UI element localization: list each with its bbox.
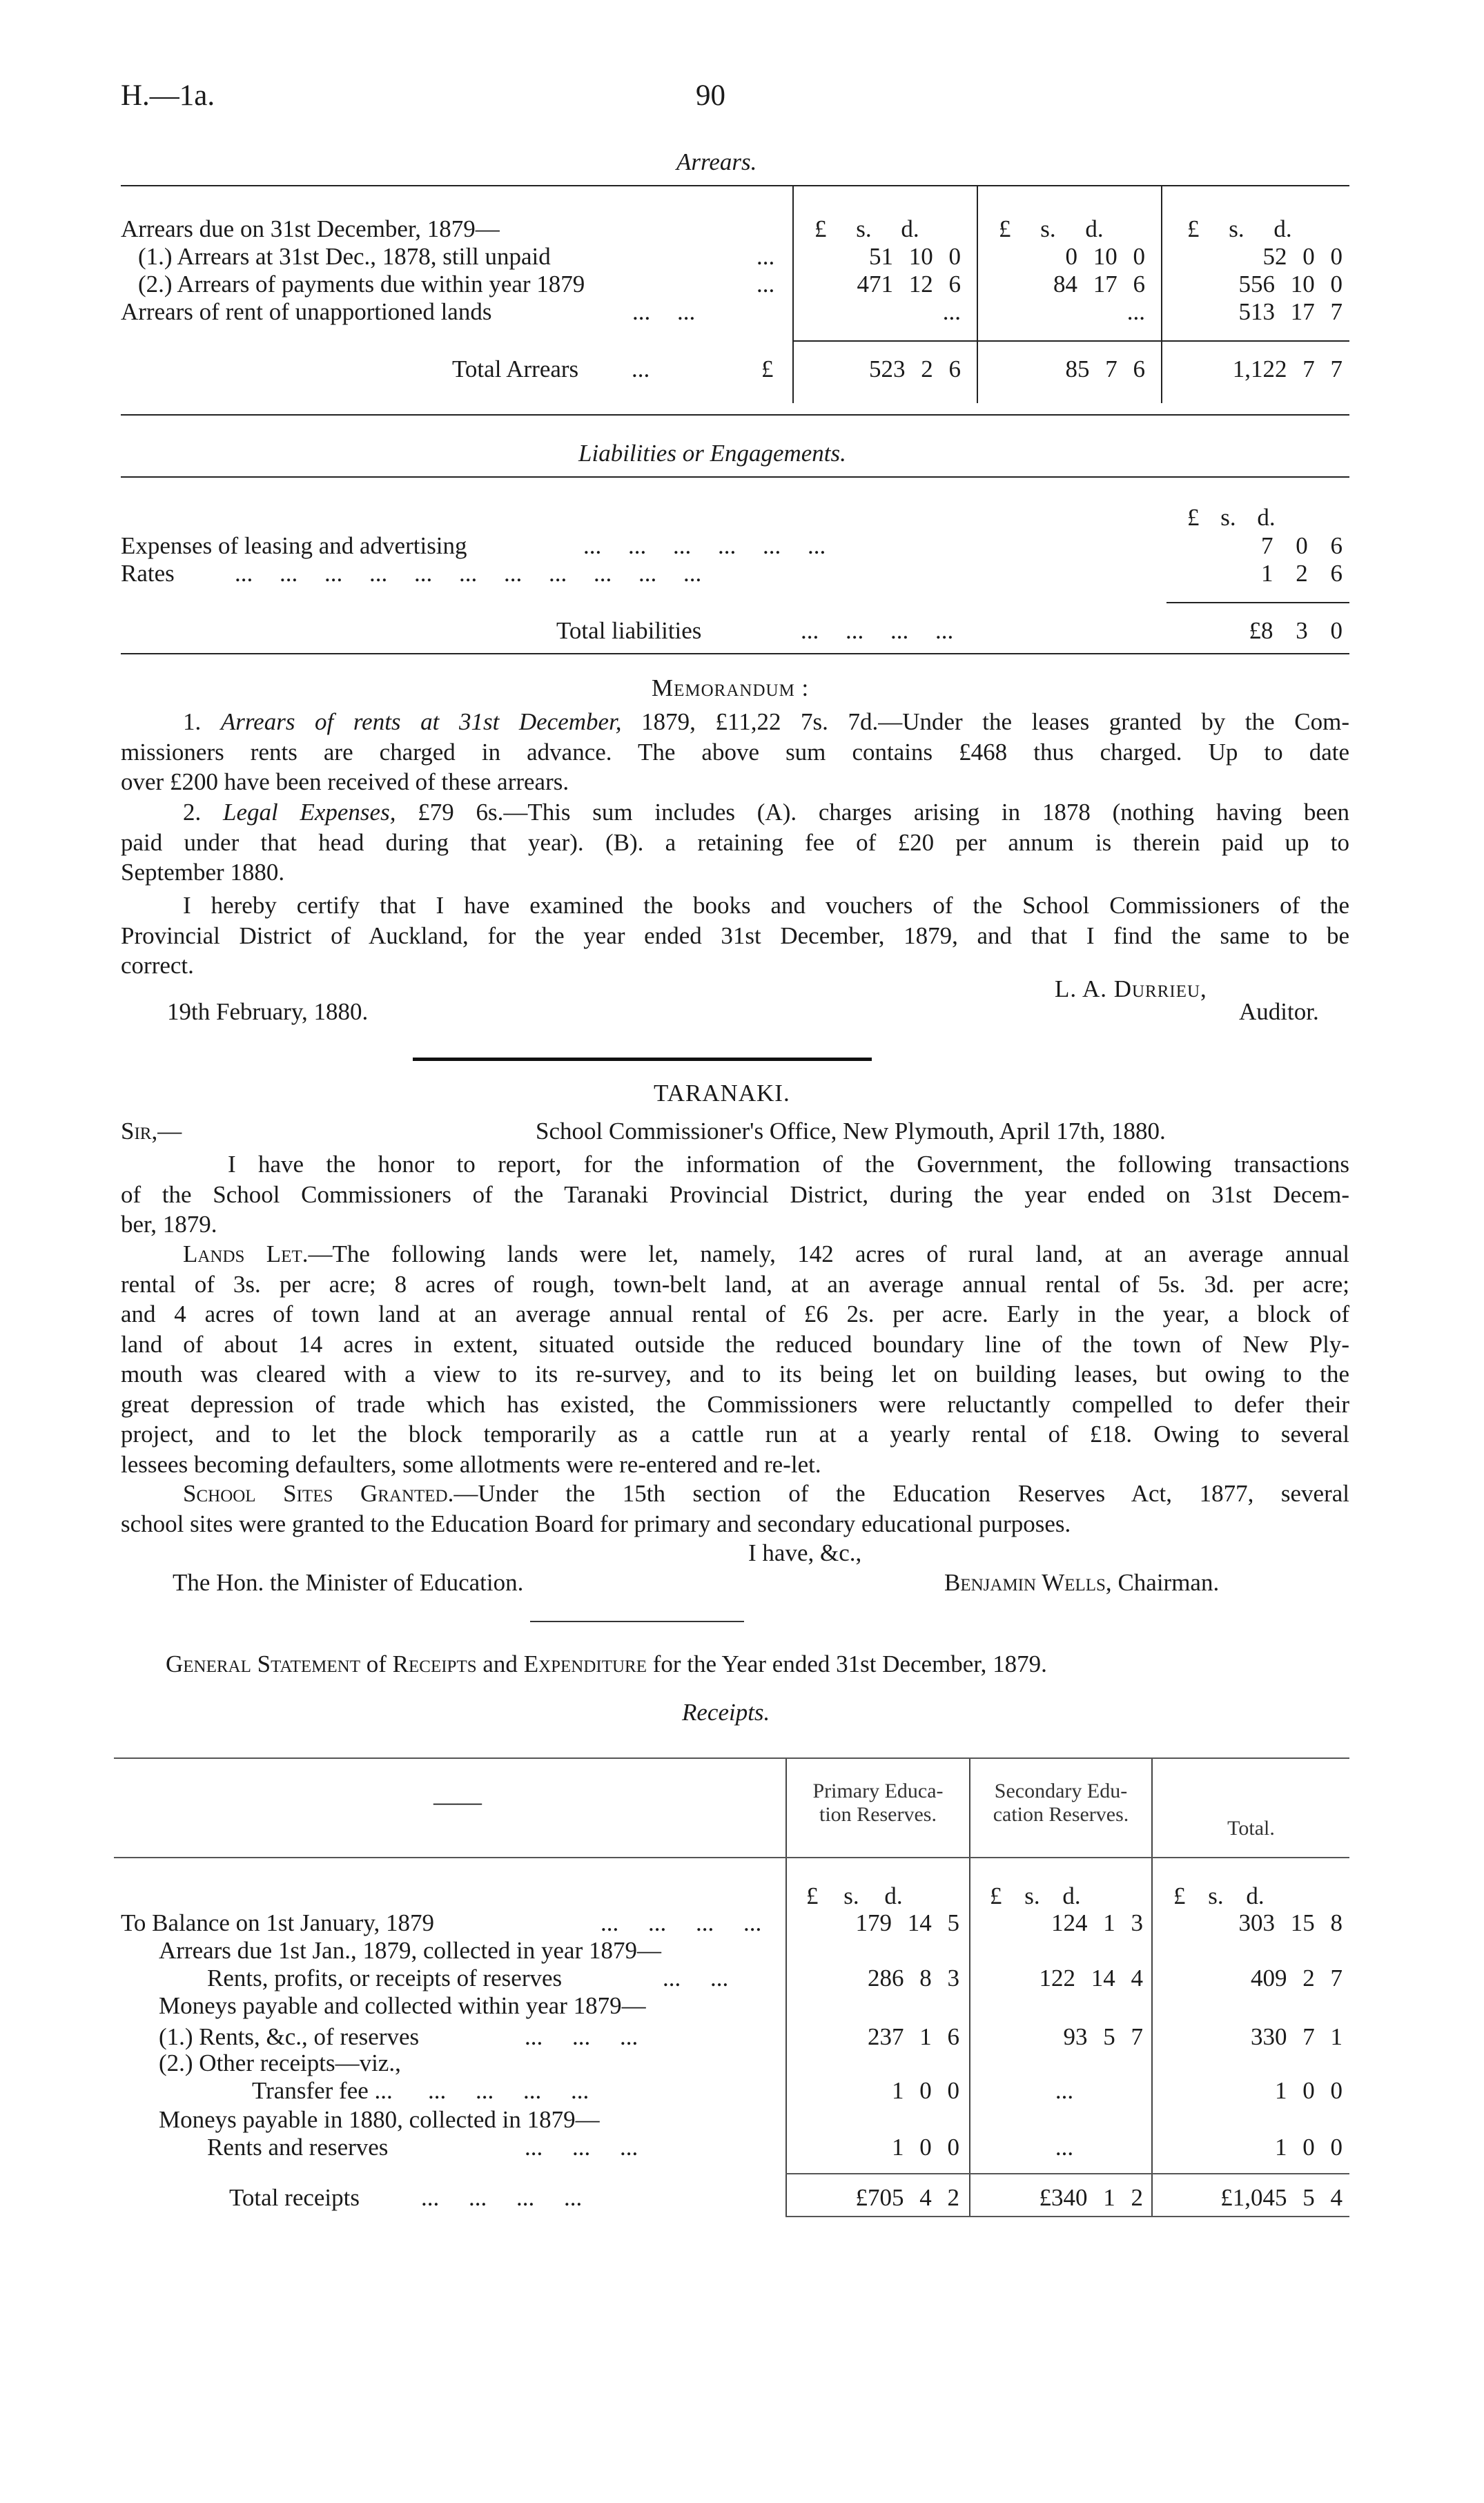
liability-row-value: 1 2 6 <box>1261 560 1343 587</box>
arrears-title: Arrears. <box>676 148 757 175</box>
receipts-col-rule-1 <box>785 1759 787 2217</box>
intro-line-2: of the School Commissioners of the Taranaki Provincial District, during the year ended on 31st Decem- <box>121 1180 1349 1208</box>
liabilities-total-dots: ... ... ... ... <box>801 617 954 644</box>
receipt-row-label: (2.) Other receipts—viz., <box>159 2049 401 2076</box>
receipt-row-dots: ... ... <box>663 1965 729 1991</box>
short-rule <box>530 1621 744 1622</box>
signatory <box>944 1568 1219 1597</box>
intro-line-3: ber, 1879. <box>121 1211 217 1238</box>
receipts-total-bottom-rule <box>785 2216 1349 2217</box>
arrears-units-1: £ s. d. <box>814 215 919 242</box>
receipts-total-c2: £340 1 2 <box>1039 2184 1143 2211</box>
auditor-name: L. A. Durrieu, <box>1055 975 1207 1002</box>
arrears-row-c1: 51 10 0 <box>869 243 961 270</box>
receipt-row-dots: ... ... ... ... <box>428 2077 589 2104</box>
liabilities-units: £ s. d. <box>1187 504 1276 531</box>
receipt-row-c2: 124 1 3 <box>1051 1909 1143 1936</box>
receipt-row-label: To Balance on 1st January, 1879 <box>121 1909 435 1936</box>
arrears-top-rule <box>121 185 1349 186</box>
arrears-units-3: £ s. d. <box>1187 215 1292 242</box>
receipt-row-c2: 93 5 7 <box>1063 2023 1143 2050</box>
receipt-row-c3: 409 2 7 <box>1251 1965 1343 1991</box>
lands-line-7: project, and to let the block temporarily as a cattle run at a yearly rental of £18. Owing to several <box>121 1421 1349 1448</box>
memorandum-date: 19th February, 1880. <box>167 998 369 1025</box>
lands-let-heading: Lands Let. <box>183 1240 309 1267</box>
col-header-primary <box>787 1780 969 1827</box>
arrears-row-c1: 471 12 6 <box>857 271 961 298</box>
sender-address: School Commissioner's Office, New Plymouth, April 17th, 1880. <box>536 1118 1166 1145</box>
sites-line-2: school sites were granted to the Education Board for primary and secondary educational purposes. <box>121 1510 1071 1537</box>
receipts-total-label: Total receipts <box>229 2184 360 2211</box>
lands-line-2: rental of 3s. per acre; 8 acres of rough, town-belt land, at an average annual rental of 5s. 3d. per acre; <box>121 1270 1349 1298</box>
memo2-num: 2. <box>183 799 202 826</box>
arrears-row-label: Arrears of rent of unapportioned lands <box>121 298 492 325</box>
col-header-secondary <box>970 1780 1151 1827</box>
memo1-num: 1. <box>183 708 202 735</box>
lands-line-6: great depression of trade which has existed, the Commissioners were reluctantly compelled to defer their <box>121 1390 1349 1418</box>
arrears-bottom-rule <box>121 414 1349 416</box>
intro-line-1: I have the honor to report, for the information of the Government, the following transactions <box>228 1151 1349 1178</box>
memo2-line-3: September 1880. <box>121 859 285 886</box>
arrears-row-label: Arrears due on 31st December, 1879— <box>121 215 500 242</box>
receipt-row-dots: ... ... ... <box>525 2023 638 2050</box>
lands-line-4: land of about 14 acres in extent, situated outside the reduced boundary line of the town of New Ply- <box>121 1330 1349 1358</box>
receipt-row-c3: 303 15 8 <box>1238 1909 1343 1936</box>
receipt-row-label: Rents, profits, or receipts of reserves <box>207 1965 563 1991</box>
lands-line-8: lessees becoming defaulters, some allotments were re-entered and re-let. <box>121 1450 821 1478</box>
receipts-col-rule-2 <box>969 1759 970 2217</box>
addressee: The Hon. the Minister of Education. <box>173 1569 524 1596</box>
receipt-row-c1: 179 14 5 <box>855 1909 959 1936</box>
receipts-total-c3: £1,045 5 4 <box>1220 2184 1343 2211</box>
liability-row-dots: ... ... ... ... ... ... <box>583 532 826 559</box>
memo2-lead: Legal Expenses, <box>223 799 396 826</box>
memo1-line-1: 1879, £11,22 7s. 7d.—Under the leases granted by the Com- <box>641 708 1349 735</box>
liability-row-dots: ... ... ... ... ... ... ... ... ... ... ... <box>235 560 702 587</box>
receipts-total-c1: £705 4 2 <box>855 2184 959 2211</box>
school-sites-heading: School Sites Granted. <box>183 1480 454 1507</box>
receipt-row-label: Arrears due 1st Jan., 1879, collected in year 1879— <box>159 1937 661 1964</box>
receipt-row-dots: ... ... ... <box>525 2134 638 2161</box>
signatory-name: Benjamin Wells, <box>944 1569 1112 1596</box>
arrears-total-dots: ... <box>632 356 650 382</box>
arrears-row-c2: ... <box>1126 298 1145 325</box>
page-number: 90 <box>696 79 725 112</box>
receipt-row-label: Transfer fee ... <box>252 2077 393 2104</box>
section-separator <box>413 1058 872 1061</box>
receipts-header-dash: —— <box>433 1789 482 1815</box>
gs-title-2: of <box>366 1650 387 1677</box>
arrears-col-rule-3 <box>1161 186 1162 403</box>
gs-title-3: Receipts <box>392 1650 477 1677</box>
arrears-row-label: (1.) Arrears at 31st Dec., 1878, still unpaid <box>138 243 551 270</box>
taranaki-title: TARANAKI. <box>654 1080 790 1107</box>
taranaki-intro <box>121 1149 1349 1240</box>
receipt-row-label: Moneys payable and collected within year 1879— <box>159 1992 646 2019</box>
arrears-total-rule <box>792 340 1349 342</box>
memo1-line-3: over £200 have been received of these arrears. <box>121 768 569 795</box>
memorandum-item-2 <box>121 797 1349 888</box>
arrears-row-dots: ... ... <box>632 298 696 325</box>
memo2-line-1: £79 6s.—This sum includes (A). charges arising in 1878 (nothing having been <box>418 799 1350 826</box>
arrears-row-dots: ... <box>756 271 775 298</box>
liability-row-label: Expenses of leasing and advertising <box>121 532 467 559</box>
receipts-header-rule <box>114 1857 1349 1858</box>
col-header-total: Total. <box>1227 1817 1275 1840</box>
receipts-top-rule <box>114 1757 1349 1759</box>
signatory-title: Chairman. <box>1117 1569 1220 1596</box>
liability-row-label: Rates <box>121 560 175 587</box>
arrears-col-rule-2 <box>977 186 978 403</box>
arrears-col-rule-1 <box>792 186 794 403</box>
page-header-ref: H.—1a. <box>121 79 215 112</box>
arrears-total-label: Total Arrears <box>452 356 579 382</box>
certify-line-1: I hereby certify that I have examined the books and vouchers of the School Commissioners of the <box>183 892 1349 919</box>
arrears-total-c1: 523 2 6 <box>869 356 961 382</box>
liabilities-total-rule <box>1166 602 1349 603</box>
certify-line-2: Provincial District of Auckland, for the year ended 31st December, 1879, and that I find the same to be <box>121 922 1349 949</box>
col-secondary-l2: cation Reserves. <box>993 1803 1129 1826</box>
lands-line-3: and 4 acres of town land at an average annual rental of £6 2s. per acre. Early in the year, a block of <box>121 1301 1349 1327</box>
receipts-units-3: £ s. d. <box>1173 1882 1265 1909</box>
arrears-total-c3: 1,122 7 7 <box>1232 356 1343 382</box>
receipts-units-1: £ s. d. <box>806 1882 903 1909</box>
liabilities-total-label: Total liabilities <box>556 617 702 644</box>
liabilities-total-value: £8 3 0 <box>1249 617 1343 644</box>
salutation: Sir,— <box>121 1118 182 1145</box>
receipt-row-c2: ... <box>1055 2134 1074 2161</box>
liability-row-value: 7 0 6 <box>1261 532 1343 559</box>
col-primary-l1: Primary Educa- <box>812 1780 944 1802</box>
sites-line-1: —Under the 15th section of the Education Reserves Act, 1877, several <box>453 1480 1350 1507</box>
gs-title-1: General Statement <box>166 1650 361 1677</box>
col-primary-l2: tion Reserves. <box>819 1803 937 1826</box>
receipt-row-label: Rents and reserves <box>207 2134 389 2161</box>
arrears-row-c3: 52 0 0 <box>1262 243 1343 270</box>
arrears-row-c2: 84 17 6 <box>1053 271 1145 298</box>
receipt-row-label: (1.) Rents, &c., of reserves <box>159 2023 420 2050</box>
liabilities-bottom-rule <box>121 653 1349 654</box>
arrears-row-c3: 556 10 0 <box>1238 271 1343 298</box>
memo1-lead: Arrears of rents at 31st December, <box>220 708 622 735</box>
liabilities-top-rule <box>121 476 1349 478</box>
arrears-row-c1: ... <box>942 298 961 325</box>
gs-title-5: Expenditure <box>523 1650 647 1677</box>
receipt-row-c1: 286 8 3 <box>868 1965 959 1991</box>
col-secondary-l1: Secondary Edu- <box>994 1780 1128 1802</box>
receipt-row-c2: 122 14 4 <box>1039 1965 1143 1991</box>
arrears-total-currency: £ <box>761 356 774 382</box>
receipt-row-dots: ... ... ... ... <box>601 1909 762 1936</box>
certification <box>121 890 1349 981</box>
receipt-row-c3: 1 0 0 <box>1275 2134 1343 2161</box>
receipts-units-2: £ s. d. <box>990 1882 1081 1909</box>
memo2-line-2: paid under that head during that year). (B). a retaining fee of £20 per annum is therein paid up to <box>121 828 1349 856</box>
receipt-row-c1: 1 0 0 <box>892 2134 959 2161</box>
receipt-row-c3: 330 7 1 <box>1251 2023 1343 2050</box>
gs-title-6: for the Year ended 31st December, 1879. <box>652 1650 1047 1677</box>
arrears-row-c2: 0 10 0 <box>1065 243 1145 270</box>
memorandum-item-1 <box>121 707 1349 797</box>
lands-line-5: mouth was cleared with a view to its re-survey, and to its being let on building leases, but owing to the <box>121 1361 1349 1387</box>
liabilities-title: Liabilities or Engagements. <box>578 440 846 467</box>
arrears-row-dots: ... <box>756 243 775 270</box>
receipt-row-label: Moneys payable in 1880, collected in 1879— <box>159 2106 600 2133</box>
school-sites-paragraph <box>121 1479 1349 1539</box>
receipt-row-c1: 1 0 0 <box>892 2077 959 2104</box>
receipts-total-dots: ... ... ... ... <box>421 2184 583 2211</box>
memo1-line-2: missioners rents are charged in advance. The above sum contains £468 thus charged. Up to date <box>121 738 1349 766</box>
memorandum-heading: Memorandum : <box>652 674 810 701</box>
arrears-row-c3: 513 17 7 <box>1238 298 1343 325</box>
receipts-total-top-rule <box>785 2173 1349 2174</box>
arrears-units-2: £ s. d. <box>999 215 1104 242</box>
lands-let-paragraph <box>121 1239 1349 1479</box>
gs-title-4: and <box>482 1650 518 1677</box>
receipt-row-c1: 237 1 6 <box>868 2023 959 2050</box>
receipts-subtitle: Receipts. <box>682 1699 770 1726</box>
general-statement-title <box>166 1650 1047 1679</box>
receipt-row-c2: ... <box>1055 2077 1074 2104</box>
auditor-title: Auditor. <box>1239 998 1319 1025</box>
lands-line-1: —The following lands were let, namely, 142 acres of rural land, at an average annual <box>308 1240 1349 1267</box>
certify-line-3: correct. <box>121 952 194 979</box>
arrears-row-label: (2.) Arrears of payments due within year 1879 <box>138 271 585 298</box>
arrears-total-c2: 85 7 6 <box>1065 356 1145 382</box>
receipt-row-c3: 1 0 0 <box>1275 2077 1343 2104</box>
closing: I have, &c., <box>748 1539 862 1566</box>
